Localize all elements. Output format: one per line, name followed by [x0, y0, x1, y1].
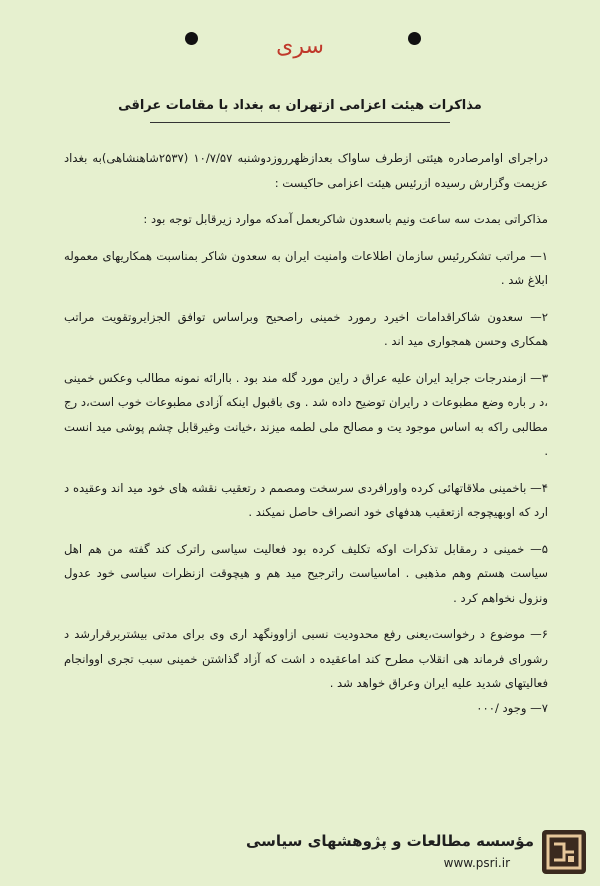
psri-logo-icon: [542, 830, 586, 874]
website-link[interactable]: www.psri.ir: [443, 856, 510, 870]
item-2-paragraph: ۲— سعدون شاکراقدامات اخیرد رمورد خمینی راصحیح وبراساس توافق الجزایروتقویت مراتب همکاری وحسن همجواری مید اند .: [64, 309, 548, 348]
item-1-paragraph: ۱— مراتب تشکررئیس سازمان اطلاعات وامنیت ایران به سعدون شاکر بمناسبت همکاریهای معموله ابلاغ شد .: [64, 248, 548, 287]
item-3-paragraph: ۳— ازمندرجات جراید ایران علیه عراق د راین مورد گله مند بود . باارائه نمونه مطالب وعکس خمینی ،د ر باره وضع مطبوعات د رایران توضیح داده شد . وی باقبول اینکه آزادی مطبوعات خوب است،د رج مطالبی راکه به اساس موجود یت و مصالح ملی لطمه میزند ،خیانت وغیرقابل چشم پوشی مید انست .: [64, 370, 548, 458]
item-6-paragraph: ۶— موضوع د رخواست،یعنی رفع محدودیت نسبی ازاوونگهد اری وی برای مدتی بیشتربرقرارشد د رشورای فرماند هی انقلاب مطرح کند اماعقیده د اشت که آزاد گذاشتن خمینی سبب تجری اووانجام فعالیتهای شدید علیه ایران وعراق خواهد شد .: [64, 627, 548, 690]
intro-paragraph: دراجرای اوامرصادره هیئتی ازطرف ساواک بعدازظهرروزدوشنبه ۱۰/۷/۵۷ (۲۵۳۷شاهنشاهی)به بغداد عزیمت وگزارش رسیده ازرئیس هیئت اعزامی حاکیست :: [64, 151, 548, 190]
title-underline: [150, 122, 450, 123]
document-body: [64, 146, 548, 720]
meeting-summary-paragraph: مذاکراتی بمدت سه ساعت ونیم باسعدون شاکربعمل آمدکه موارد زیرقابل توجه بود :: [143, 212, 548, 226]
item-4-paragraph: ۴— باخمینی ملاقاتهائی کرده واورافردی سرسخت ومصمم د رتعقیب نقشه های خود مید اند وعقیده د ارد که اوبهیچوجه ازتعقیب هدفهای خود انصراف حاصل نمیکند .: [64, 480, 548, 519]
document-title: مذاكرات هيئت اعزامی ازتهران به بغداد با مقامات عراقی: [118, 98, 482, 113]
item-7-continuation: ۷— وجود /۰۰۰: [476, 700, 548, 715]
classification-stamp: سری: [276, 34, 324, 59]
footer-watermark: [0, 822, 600, 882]
item-5-paragraph: ۵— خمینی د رمقابل تذکرات اوکه تکلیف کرده بود فعالیت سیاسی راترک کند گفته من هم اهل سیاست هستم وهم مذهبی . اماسیاست راترجیح مید هم و هیچوقت ازنظرات سیاسی خود عدول ونزول نخواهم کرد .: [64, 541, 548, 605]
institute-name: مؤسسه مطالعات و پژوهشهای سیاسی: [245, 832, 534, 850]
